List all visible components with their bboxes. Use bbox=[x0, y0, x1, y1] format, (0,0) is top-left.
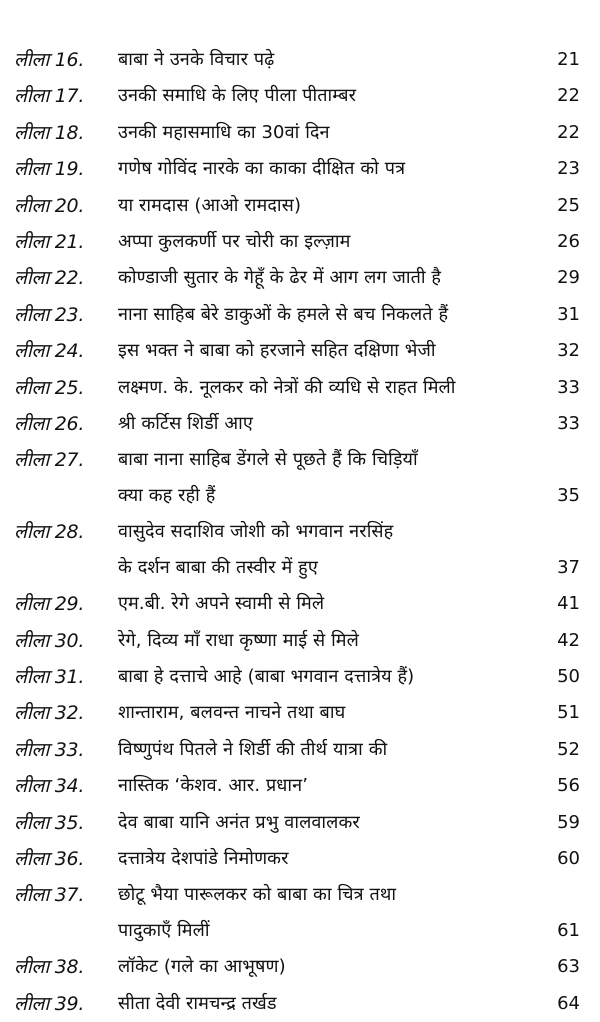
lila-number: लीला 38. bbox=[14, 956, 85, 979]
toc-entry bbox=[0, 333, 600, 369]
page-number: 64 bbox=[557, 992, 580, 1014]
page-number: 52 bbox=[557, 738, 580, 760]
page-number: 29 bbox=[557, 267, 580, 289]
page-number: 41 bbox=[557, 593, 580, 615]
lila-title: बाबा नाना साहिब डेंगले से पूछते हैं कि चिड़ियाँ क्या कह रही हैं bbox=[118, 449, 418, 507]
lila-number: लीला 37. bbox=[14, 884, 85, 907]
lila-title: देव बाबा यानि अनंत प्रभु वालवालकर bbox=[118, 811, 360, 833]
lila-title: विष्णुपंथ पितले ने शिर्डी की तीर्थ यात्रा की bbox=[118, 738, 388, 760]
page-number: 33 bbox=[557, 376, 580, 398]
lila-number: लीला 39. bbox=[14, 992, 85, 1015]
lila-number: लीला 18. bbox=[14, 121, 85, 144]
lila-number: लीला 23. bbox=[14, 303, 85, 326]
lila-number: लीला 20. bbox=[14, 194, 85, 217]
toc-entry bbox=[0, 949, 600, 985]
page-number: 25 bbox=[557, 194, 580, 216]
lila-title: छोटू भैया पारूलकर को बाबा का चित्र तथा पादुकाएँ मिलीं bbox=[118, 884, 397, 942]
lila-title: नास्तिक ‘केशव. आर. प्रधान’ bbox=[118, 775, 309, 797]
toc-entry bbox=[0, 42, 600, 78]
page-number: 56 bbox=[557, 775, 580, 797]
lila-number: लीला 17. bbox=[14, 85, 85, 108]
toc-entry bbox=[0, 732, 600, 768]
page-number: 26 bbox=[557, 230, 580, 252]
lila-title: बाबा हे दत्ताचे आहे (बाबा भगवान दत्तात्रेय हैं) bbox=[118, 666, 415, 688]
toc-entry bbox=[0, 260, 600, 296]
toc-entry bbox=[0, 188, 600, 224]
page-number: 50 bbox=[557, 666, 580, 688]
lila-number: लीला 26. bbox=[14, 412, 85, 435]
toc-entry bbox=[0, 297, 600, 333]
toc-entry bbox=[0, 695, 600, 731]
lila-number: लीला 24. bbox=[14, 340, 85, 363]
lila-number: लीला 36. bbox=[14, 848, 85, 871]
toc-entry bbox=[0, 877, 600, 949]
lila-title: अप्पा कुलकर्णी पर चोरी का इल्ज़ाम bbox=[118, 230, 351, 252]
page-number: 21 bbox=[557, 49, 580, 70]
page-number: 60 bbox=[557, 848, 580, 870]
page-number: 35 bbox=[557, 485, 580, 507]
page-number: 42 bbox=[557, 629, 580, 651]
lila-title: कोण्डाजी सुतार के गेहूँ के ढेर में आग लग जाती है bbox=[118, 267, 442, 289]
page-number: 61 bbox=[557, 920, 580, 942]
page-number: 22 bbox=[557, 85, 580, 107]
page-number: 22 bbox=[557, 121, 580, 143]
lila-title: वासुदेव सदाशिव जोशी को भगवान नरसिंह के दर्शन बाबा की तस्वीर में हुए bbox=[118, 521, 394, 579]
toc-entry bbox=[0, 841, 600, 877]
lila-number: लीला 28. bbox=[14, 521, 85, 544]
lila-title: उनकी महासमाधि का 30वां दिन bbox=[118, 121, 330, 143]
toc-entry bbox=[0, 224, 600, 260]
lila-number: लीला 33. bbox=[14, 738, 85, 761]
lila-title: एम.बी. रेगे अपने स्वामी से मिले bbox=[118, 593, 325, 615]
page-number: 37 bbox=[557, 557, 580, 579]
lila-title: लक्ष्मण. के. नूलकर को नेत्रों की व्यधि से राहत मिली bbox=[118, 376, 456, 398]
toc-entry bbox=[0, 442, 600, 514]
lila-number: लीला 22. bbox=[14, 267, 85, 290]
lila-title: गणेष गोविंद नारके का काका दीक्षित को पत्र bbox=[118, 158, 406, 180]
lila-number: लीला 34. bbox=[14, 775, 85, 798]
page-number: 33 bbox=[557, 412, 580, 434]
lila-number: लीला 16. bbox=[14, 49, 85, 71]
page-number: 23 bbox=[557, 158, 580, 180]
toc-entry bbox=[0, 623, 600, 659]
lila-number: लीला 19. bbox=[14, 158, 85, 181]
lila-title: बाबा ने उनके विचार पढ़े bbox=[118, 49, 275, 70]
lila-title: उनकी समाधि के लिए पीला पीताम्बर bbox=[118, 85, 357, 107]
lila-title: श्री कर्टिस शिर्डी आए bbox=[118, 412, 253, 434]
lila-title: सीता देवी रामचन्द्र तर्खड bbox=[118, 992, 277, 1014]
toc-entry bbox=[0, 586, 600, 622]
toc-entry bbox=[0, 768, 600, 804]
lila-title: या रामदास (आओ रामदास) bbox=[118, 194, 302, 216]
lila-title: नाना साहिब बेरे डाकुओं के हमले से बच निकलते हैं bbox=[118, 303, 449, 325]
toc-entry bbox=[0, 659, 600, 695]
toc-entry bbox=[0, 115, 600, 151]
lila-title: लॉकेट (गले का आभूषण) bbox=[118, 956, 286, 978]
lila-title: रेगे, दिव्य माँ राधा कृष्णा माई से मिले bbox=[118, 629, 359, 651]
lila-number: लीला 29. bbox=[14, 593, 85, 616]
lila-number: लीला 31. bbox=[14, 666, 85, 689]
toc-entry bbox=[0, 805, 600, 841]
lila-number: लीला 30. bbox=[14, 629, 85, 652]
table-of-contents bbox=[0, 42, 600, 1022]
toc-entry bbox=[0, 514, 600, 586]
page-number: 51 bbox=[557, 702, 580, 724]
toc-entry bbox=[0, 986, 600, 1022]
toc-entry bbox=[0, 151, 600, 187]
lila-title: दत्तात्रेय देशपांडे निमोणकर bbox=[118, 848, 289, 870]
toc-entry bbox=[0, 78, 600, 114]
lila-number: लीला 32. bbox=[14, 702, 85, 725]
lila-number: लीला 27. bbox=[14, 449, 85, 472]
lila-number: लीला 21. bbox=[14, 230, 85, 253]
lila-title: इस भक्त ने बाबा को हरजाने सहित दक्षिणा भेजी bbox=[118, 340, 436, 362]
toc-entry bbox=[0, 370, 600, 406]
page-number: 31 bbox=[557, 303, 580, 325]
lila-title: शान्ताराम, बलवन्त नाचने तथा बाघ bbox=[118, 702, 346, 724]
page-number: 59 bbox=[557, 811, 580, 833]
lila-number: लीला 35. bbox=[14, 811, 85, 834]
page-number: 32 bbox=[557, 340, 580, 362]
page-number: 63 bbox=[557, 956, 580, 978]
lila-number: लीला 25. bbox=[14, 376, 85, 399]
toc-entry bbox=[0, 406, 600, 442]
